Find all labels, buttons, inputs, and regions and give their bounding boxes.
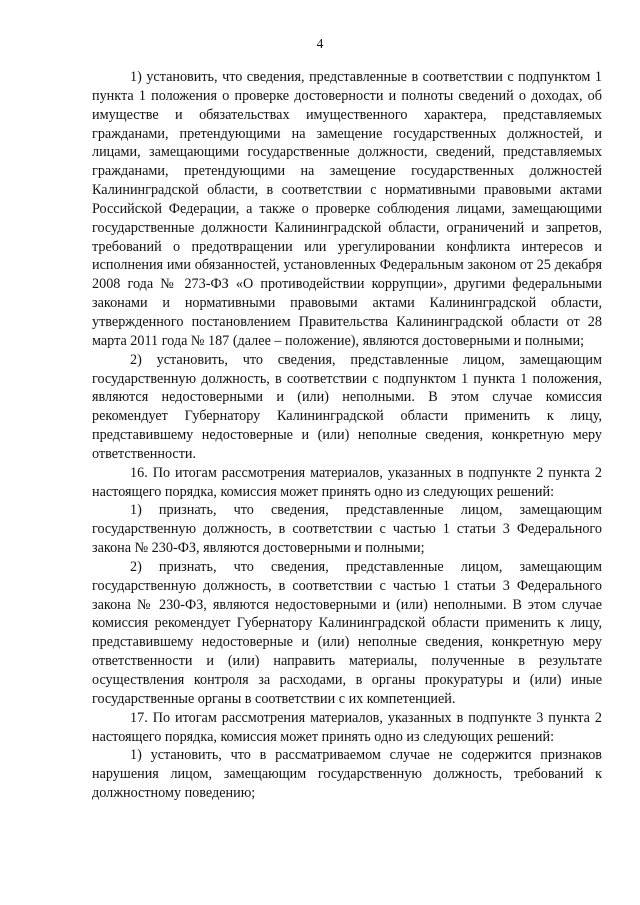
document-body	[92, 68, 602, 803]
paragraph-item-2-recognize-incomplete: 2) признать, что сведения, представленные лицом, замещающим государственную должность, в соответствии с частью 1 статьи 3 Федерального закона № 230-ФЗ, являются недостоверными и (или) неполными. В этом случае комиссия рекомендует Губернатору Калининградской области применить к лицу, представившему недостоверные и (или) неполные сведения, конкретную меру ответственности и (или) направить материалы, полученные в результате осуществления контроля за расходами, в органы прокуратуры и (или) иные государственные органы в соответствии с их компетенцией.	[92, 558, 602, 707]
paragraph-item-2-establish-incomplete: 2) установить, что сведения, представленные лицом, замещающим государственную должность, в соответствии с подпунктом 1 пункта 1 положения, являются недостоверными и (или) неполными. В этом случае комиссия рекомендует Губернатору Калининградской области применить к лицу, представившему недостоверные и (или) неполные сведения, конкретную меру ответственности.	[92, 351, 602, 462]
paragraph-item-1-recognize-complete: 1) признать, что сведения, представленные лицом, замещающим государственную должность, в соответствии с частью 1 статьи 3 Федерального закона № 230-ФЗ, являются достоверными и полными;	[92, 502, 602, 557]
page-number: 4	[316, 36, 324, 51]
paragraph-section-16: 16. По итогам рассмотрения материалов, указанных в подпункте 2 пункта 2 настоящего порядка, комиссия может принять одно из следующих решений:	[92, 464, 602, 500]
paragraph-item-1-no-violation: 1) установить, что в рассматриваемом случае не содержится признаков нарушения лицом, замещающим государственную должность, требований к должностному поведению;	[92, 747, 602, 802]
paragraph-item-1-establish-complete: 1) установить, что сведения, представленные в соответствии с подпунктом 1 пункта 1 положения о проверке достоверности и полноты сведений о доходах, об имуществе и обязательствах имущественного характера, представляемых гражданами, претендующими на замещение государственных должностей, и лицами, замещающими государственные должности, сведений, представляемых гражданами, претендующими на замещение государственных должностей Калининградской области, в соответствии с нормативными правовыми актами Российской Федерации, а также о проверке соблюдения лицами, замещающими государственные должности Калининградской области, ограничений и запретов, требований о предотвращении или урегулировании конфликта интересов и исполнения ими обязанностей, установленных Федеральным законом от 25 декабря 2008 года № 273-ФЗ «О противодействии коррупции», другими федеральными законами и нормативными правовыми актами Калининградской области, утвержденного постановлением Правительства Калининградской области от 28 марта 2011 года № 187 (далее – положение), являются достоверными и полными;	[92, 69, 602, 349]
paragraph-section-17: 17. По итогам рассмотрения материалов, указанных в подпункте 3 пункта 2 настоящего порядка, комиссия может принять одно из следующих решений:	[92, 709, 602, 745]
